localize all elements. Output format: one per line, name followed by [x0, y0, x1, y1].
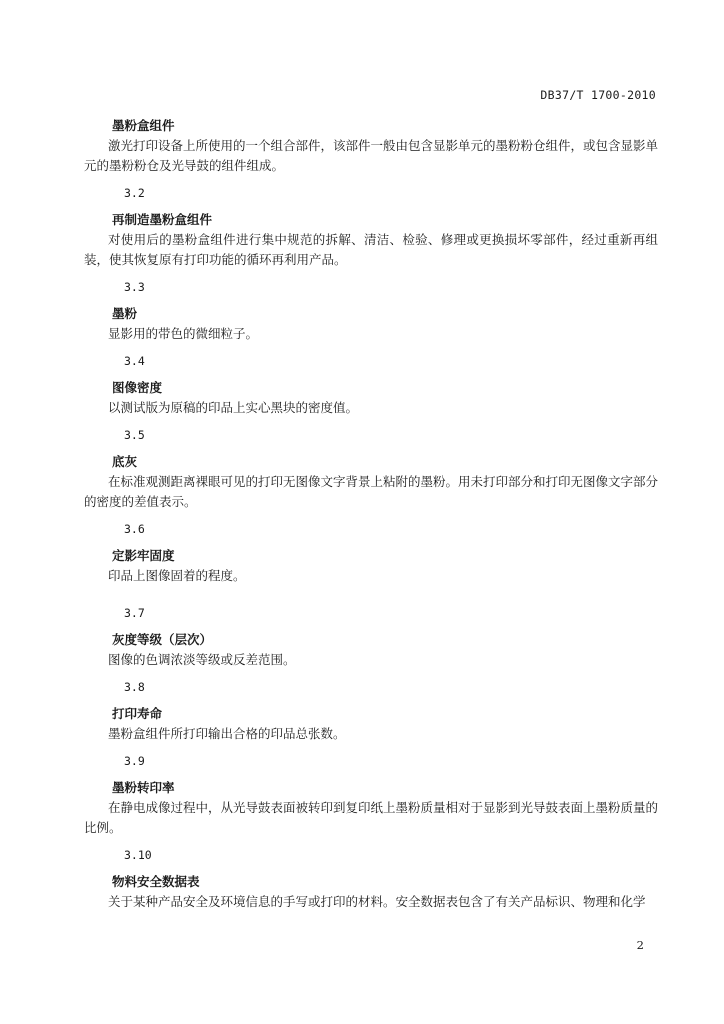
clause-number: 3.5: [124, 428, 145, 442]
term-definition: 图像的色调浓淡等级或反差范围。: [108, 652, 296, 667]
term-entry: [84, 845, 658, 912]
term-entry: [84, 277, 658, 344]
clause-number: 3.7: [124, 606, 145, 620]
clause-number: 3.2: [124, 186, 145, 200]
term-title: 定影牢固度: [112, 548, 175, 563]
term-definition: 印品上图像固着的程度。: [108, 568, 246, 583]
clause-number: 3.9: [124, 754, 145, 768]
term-title: 打印寿命: [112, 706, 163, 721]
term-title: 灰度等级（层次）: [112, 632, 213, 647]
term-definition: 在静电成像过程中，从光导鼓表面被转印到复印纸上墨粉质量相对于显影到光导鼓表面上墨粉质量的比例。: [84, 800, 659, 835]
clause-number: 3.4: [124, 354, 145, 368]
term-entry: [84, 183, 658, 270]
clause-number: 3.6: [124, 522, 145, 536]
term-entry: [84, 351, 658, 418]
term-definition: 墨粉盒组件所打印输出合格的印品总张数。: [108, 726, 346, 741]
term-title: 墨粉转印率: [112, 780, 175, 795]
term-title: 图像密度: [112, 380, 163, 395]
term-entry: [84, 519, 658, 586]
term-title: 墨粉: [112, 306, 138, 321]
document-body: [84, 116, 658, 912]
term-definition: 以测试版为原稿的印品上实心黑块的密度值。: [108, 400, 359, 415]
term-title: 墨粉盒组件: [112, 118, 175, 133]
term-definition: 激光打印设备上所使用的一个组合部件，该部件一般由包含显影单元的墨粉粉仓组件，或包含显影单元的墨粉粉仓及光导鼓的组件组成。: [84, 138, 659, 173]
term-title: 再制造墨粉盒组件: [112, 212, 213, 227]
term-entry: [84, 751, 658, 838]
term-definition: 关于某种产品安全及环境信息的手写或打印的材料。安全数据表包含了有关产品标识、物理和化学: [108, 894, 646, 909]
clause-number: 3.10: [124, 848, 152, 862]
term-title: 物料安全数据表: [112, 874, 200, 889]
term-entry: [84, 677, 658, 744]
header-rule: [84, 106, 656, 107]
clause-number: 3.3: [124, 280, 145, 294]
term-title: 底灰: [112, 454, 138, 469]
page-number: 2: [636, 938, 644, 952]
term-definition: 显影用的带色的微细粒子。: [108, 326, 259, 341]
standard-code: DB37/T 1700-2010: [540, 88, 656, 102]
term-entry: [84, 603, 658, 670]
term-definition: 在标准观测距离裸眼可见的打印无图像文字背景上粘附的墨粉。用未打印部分和打印无图像文字部分的密度的差值表示。: [84, 474, 659, 509]
term-entry: [84, 116, 658, 176]
term-entry: [84, 425, 658, 512]
term-definition: 对使用后的墨粉盒组件进行集中规范的拆解、清洁、检验、修理或更换损坏零部件，经过重新再组装，使其恢复原有打印功能的循环再利用产品。: [84, 232, 658, 267]
clause-number: 3.8: [124, 680, 145, 694]
